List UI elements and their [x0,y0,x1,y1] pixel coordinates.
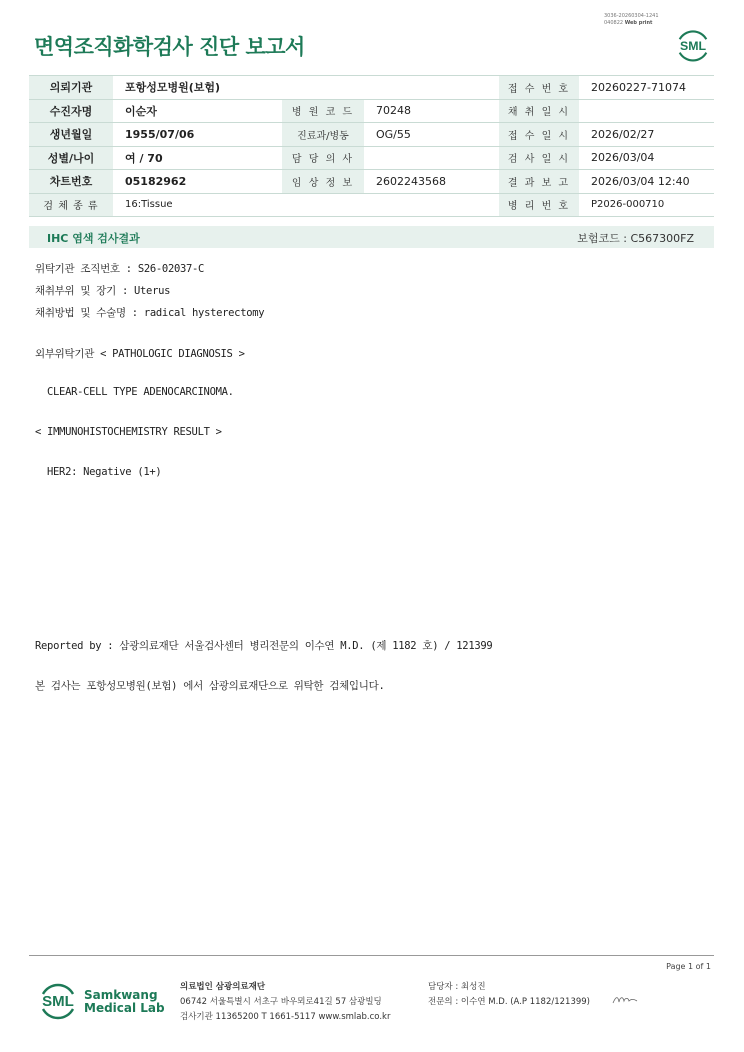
sml-logo-icon [674,26,712,64]
print-code [604,13,659,26]
label-sex-age: 성별/나이 [29,146,113,170]
value-attending-doctor [364,146,499,170]
manager-line: 담당자 : 최성진 [428,982,486,992]
label-birth-date: 생년월일 [29,123,113,147]
specimen-id-line: 위탁기관 조직번호 : S26-02037-C [35,263,205,275]
label-hospital-code: 병 원 코 드 [282,99,364,123]
section-title: IHC 염색 검사결과 [47,232,140,245]
sml-footer-logo-icon [36,979,80,1023]
report-body [35,258,715,692]
insurance-code: 보험코드 : C567300FZ [577,232,694,245]
ihc-result-section-header [29,226,714,248]
print-code-line2: 040822 [604,19,624,26]
label-pathology-number: 병 리 번 호 [499,193,579,217]
label-department-ward: 진료과/병동 [282,123,364,147]
value-accession-number: 20260227-71074 [579,76,714,100]
procedure-line: 채취방법 및 수술명 : radical hysterectomy [35,307,265,319]
label-test-date: 검 사 일 시 [499,146,579,170]
label-accession-number: 접 수 번 호 [499,76,579,100]
value-result-report: 2026/03/04 12:40 [579,170,714,194]
value-department-ward: OG/55 [364,123,499,147]
brand-name [84,989,165,1015]
print-label: Web print [624,19,653,26]
value-collection-date [579,99,714,123]
label-collection-date: 채 취 일 시 [499,99,579,123]
info-row [29,99,714,123]
her2-result: HER2: Negative (1+) [47,466,162,478]
report-title: 면역조직화학검사 진단 보고서 [34,35,305,59]
label-receipt-date: 접 수 일 시 [499,123,579,147]
label-clinical-info: 임 상 정 보 [282,170,364,194]
print-code-line1: 3036-20260304-1241 [604,13,659,19]
footer-divider [29,955,714,956]
org-name: 의료법인 삼광의료재단 [180,982,266,992]
pathologic-diagnosis-heading: 외부위탁기관 < PATHOLOGIC DIAGNOSIS > [35,348,245,360]
value-specimen-type: 16:Tissue [113,193,499,217]
ihc-result-heading: < IMMUNOHISTOCHEMISTRY RESULT > [35,426,222,438]
organization-info [180,980,390,1025]
diagnosis-text: CLEAR-CELL TYPE ADENOCARCINOMA. [47,386,234,398]
value-clinical-info: 2602243568 [364,170,499,194]
info-row [29,170,714,194]
responsible-persons [428,980,590,1010]
value-receipt-date: 2026/02/27 [579,123,714,147]
value-requesting-institution: 포항성모병원(보험) [113,76,499,100]
specialist-line: 전문의 : 이수연 M.D. (A.P 1182/121399) [428,997,590,1007]
referral-note-line: 본 검사는 포항성모병원(보험) 에서 삼광의료재단으로 위탁한 검체입니다. [35,680,385,692]
patient-info-table [29,75,714,217]
label-result-report: 결 과 보 고 [499,170,579,194]
site-organ-line: 채취부위 및 장기 : Uterus [35,285,171,297]
org-contact: 검사기관 11365200 T 1661-5117 www.smlab.co.kr [180,1012,391,1022]
value-test-date: 2026/03/04 [579,146,714,170]
sml-footer-logo-text: SML [42,993,74,1010]
label-specimen-type: 검 체 종 류 [29,193,113,217]
value-sex-age: 여 / 70 [113,146,282,170]
label-requesting-institution: 의뢰기관 [29,76,113,100]
page-number: Page 1 of 1 [666,962,711,971]
reported-by-line: Reported by : 삼광의료재단 서울검사센터 병리전문의 이수연 M.D. (제 1182 호) / 121399 [35,640,493,652]
value-pathology-number: P2026-000710 [579,193,714,217]
sml-logo-text: SML [679,38,707,53]
value-birth-date: 1955/07/06 [113,123,282,147]
info-row [29,146,714,170]
value-hospital-code: 70248 [364,99,499,123]
org-address: 06742 서울특별시 서초구 바우뫼로41길 57 삼광빌딩 [180,997,382,1007]
value-patient-name: 이순자 [113,99,282,123]
label-attending-doctor: 담 당 의 사 [282,146,364,170]
label-chart-number: 차트번호 [29,170,113,194]
info-row [29,123,714,147]
label-patient-name: 수진자명 [29,99,113,123]
brand-line1: Samkwang [84,988,158,1002]
info-row [29,76,714,100]
value-chart-number: 05182962 [113,170,282,194]
brand-line2: Medical Lab [84,1001,165,1015]
signature-icon [612,994,638,1006]
info-row [29,193,714,217]
